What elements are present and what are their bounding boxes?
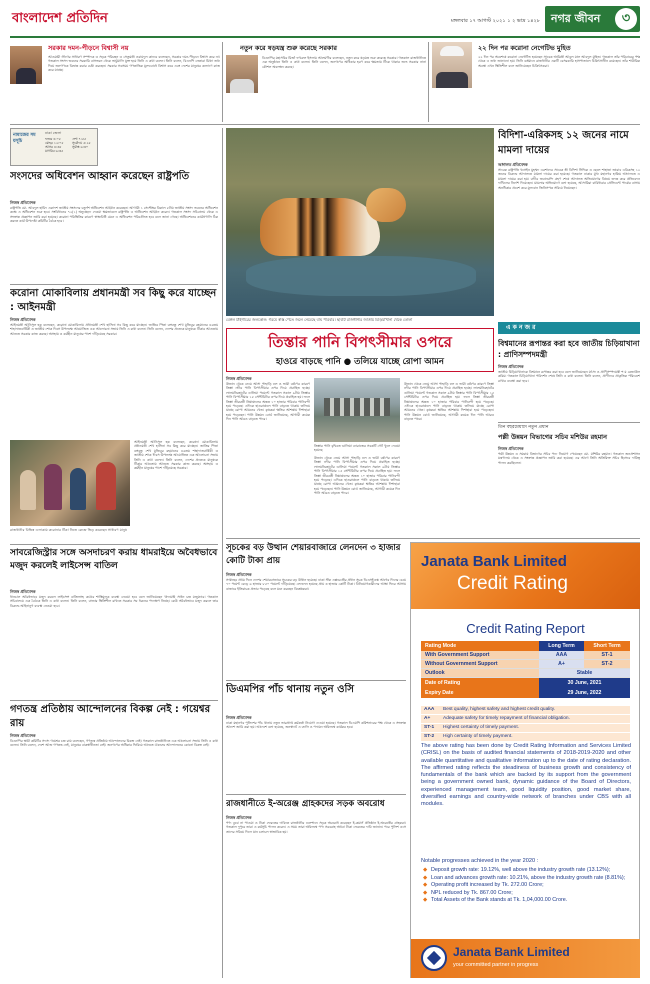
article-bidesh bbox=[498, 128, 640, 318]
bullet-item bbox=[423, 875, 631, 883]
prayer-row: এশা ৭:৫৫ bbox=[72, 137, 86, 141]
table-row bbox=[421, 669, 630, 678]
prayer-row: ফজর ৪:০৫ bbox=[45, 137, 61, 141]
headline: সাবরেজিস্ট্রার সঙ্গে অসদাচরণ করায় ধামরাইয়ে অবৈধভাবে মজুদ করলেই লাইসেন্স বাতিল bbox=[10, 548, 218, 571]
table-header-cell: Short Term bbox=[584, 641, 630, 651]
table-cell: Without Government Support bbox=[421, 660, 539, 668]
article-corona-pm bbox=[10, 287, 218, 437]
body-text: উজান থেকে নেমে আসা পাহাড়ি ঢল ও ভারী বর্ষণের কারণে তিস্তা নদীর পানি বিপৎসীমার ওপর দিয়ে প্রবাহিত হচ্ছে। লালমনিরহাটের ডালিয়া পয়েন্টে গতকাল সকাল ৯টায় তিস্তার পানি বিপৎসীমার ১৫ সেন্টিমিটার ওপর দিয়ে প্রবাহিত হয়। ফলে তিস্তা তীরবর্তী নিম্নাঞ্চলের অন্তত ১০ হাজার পরিবার পানিবন্দী হয়ে পড়েছে। এদিকে হাওরাঞ্চলে পানি বাড়তে থাকায় তলিয়ে যাচ্ছে রোপা আমনের খেত। কৃষকরা ক্ষতির আশঙ্কায় দিশাহারা হয়ে পড়েছেন। পানি উন্নয়ন বোর্ড জানিয়েছে, আগামী কয়েক দিন পানি আরও বাড়তে পারে। bbox=[226, 382, 310, 422]
bullet-text: Total Assets of the Bank stands at Tk. 1,04,000.00 Crore. bbox=[431, 897, 568, 904]
body-text-continued: উজান থেকে নেমে আসা পাহাড়ি ঢল ও ভারী বর্ষণের কারণে তিস্তা নদীর পানি বিপৎসীমার ওপর দিয়ে প্রবাহিত হচ্ছে। লালমনিরহাটের ডালিয়া পয়েন্টে গতকাল সকাল ৯টায় তিস্তার পানি বিপৎসীমার ১৫ সেন্টিমিটার ওপর দিয়ে প্রবাহিত হয়। ফলে তিস্তা তীরবর্তী নিম্নাঞ্চলের অন্তত ১০ হাজার পরিবার পানিবন্দী হয়ে পড়েছে। এদিকে হাওরাঞ্চলে পানি বাড়তে থাকায় তলিয়ে যাচ্ছে রোপা আমনের খেত। কৃষকরা ক্ষতির আশঙ্কায় দিশাহারা হয়ে পড়েছেন। পানি উন্নয়ন বোর্ড জানিয়েছে, আগামী কয়েক দিন পানি আরও বাড়তে পারে। bbox=[314, 456, 400, 496]
body-text: পণ্য বুঝে না পাওয়া ও টাকা ফেরতের দাবিতে রাজধানীর গুলশানে সড়ক অবরোধ করেছেন ই-কমার্স প্রতিষ্ঠান ই-অরেঞ্জের গ্রাহকরা। গতকাল দুপুরে তারা এ কর্মসূচি পালন করেন। এ সময় তারা অবিলম্বে পণ্য সরবরাহ অথবা টাকা ফেরতের দাবি জানান। পরে পুলিশ এসে তাদের সরিয়ে দিলে যান চলাচল স্বাভাবিক হয়। bbox=[226, 821, 406, 834]
photo-caption: রাজধানীর বিভিন্ন এলাকায় করোনার টিকা নিতে কেন্দ্রে ভিড় করেছেন সাধারণ মানুষ bbox=[10, 528, 127, 532]
prayer-row: সূর্যাস্ত ৬:৩০ bbox=[72, 145, 88, 149]
bullet-item bbox=[423, 897, 631, 905]
headline: ডিএমপির পাঁচ থানায় নতুন ওসি bbox=[226, 684, 354, 695]
article-palli bbox=[498, 425, 640, 537]
legend-row bbox=[421, 733, 630, 741]
headline: সংসদের অধিবেশন আহ্বান করেছেন রাষ্ট্রপতি bbox=[10, 171, 190, 182]
date-line: মঙ্গলবার ১৭ আগস্ট ২০২১ ১ ২ ভাদ্র ১৪২৮ bbox=[450, 18, 540, 24]
prayer-box-title: নামাজের সময়সূচি bbox=[13, 133, 36, 144]
article-sharebazar bbox=[226, 542, 406, 678]
byline: নিজস্ব প্রতিবেদক bbox=[10, 317, 36, 322]
table-cell: AAA bbox=[539, 651, 584, 659]
body-text: ঢাকা মহানগর পুলিশের পাঁচ থানায় নতুন ভারপ্রাপ্ত কর্মকর্তা নিয়োগ দেওয়া হয়েছে। গতকাল ডিএমপি কমিশনারের পক্ষ থেকে এ সংক্রান্ত আদেশ জারি করা হয়। আদেশে বলা হয়েছে, জনস্বার্থে এ বদলি ও পদায়ন অবিলম্বে কার্যকর হবে। bbox=[226, 721, 406, 730]
table-row bbox=[421, 678, 630, 688]
body-text: সপ্তাহের প্রথম দিনে দেশের শেয়ারবাজারে সূচকের বড় উত্থান হয়েছে। ঢাকা স্টক এক্সচেঞ্জের প্রধান সূচক ডিএসইএক্স আগের দিনের চেয়ে ৭০ পয়েন্ট বেড়ে ৬ হাজার ৮৫০ পয়েন্টে দাঁড়িয়েছে। লেনদেন হয়েছে প্রায় ৩ হাজার কোটি টাকা। বিনিয়োগকারীদের আস্থা ফিরে আসায় বাজারে ইতিবাচক প্রভাব পড়েছে বলে মনে করছেন বিশ্লেষকরা। bbox=[226, 578, 406, 591]
body-text: ২২ দিন পর অবশেষে করোনা নেগেটিভ হয়েছেন সাবেক অর্থমন্ত্রী আবুল মাল আবদুল মুহিত। গতকাল তাঁর পরিবারের পক্ষ থেকে এ তথ্য জানানো হয়। তিনি বর্তমানে রাজধানীর একটি বেসরকারি হাসপাতালে চিকিৎসাধীন রয়েছেন। তাঁর শারীরিক অবস্থা এখন স্থিতিশীল বলে জানিয়েছেন চিকিৎসকরা। bbox=[478, 55, 640, 68]
table-row bbox=[421, 688, 630, 698]
bullet-item bbox=[423, 890, 631, 898]
janata-bank-ad bbox=[410, 542, 640, 978]
headline: গণতন্ত্র প্রতিষ্ঠায় আন্দোলনের বিকল্প নেই : গয়েশ্বর রায় bbox=[10, 704, 211, 729]
ekanajar-label: এ ক ন জ র bbox=[506, 324, 536, 331]
bullet-icon: ◆ bbox=[423, 897, 428, 904]
ad-banner bbox=[411, 543, 640, 609]
article-gayeshwar bbox=[10, 703, 218, 979]
tiger-photo bbox=[226, 128, 494, 316]
rating-legend bbox=[421, 706, 630, 741]
footer-tagline: your committed partner in progress bbox=[453, 962, 539, 968]
ekanajar-band bbox=[498, 322, 640, 334]
byline: নিজস্ব প্রতিবেদক bbox=[498, 446, 524, 451]
bullet-text: Loan and advances growth rate: 10.21%, above the industry growth rate (8.81%); bbox=[431, 874, 626, 881]
byline: আদালত প্রতিবেদক bbox=[498, 162, 528, 167]
portrait-photo bbox=[10, 46, 42, 84]
body-text: বিএনপির মহাসচিব মির্জা ফখরুল ইসলাম আলমগীর বলেছেন, নতুন করে ষড়যন্ত্র শুরু করেছে সরকার। গতকাল রাজধানীতে এক অনুষ্ঠানে তিনি এ কথা বলেন। তিনি বলেন, জনগণের অধিকার হরণ করে ক্ষমতায় টিকে থাকার জন্য সরকার নানা কৌশল অবলম্বন করছে। bbox=[262, 56, 426, 69]
legend-row bbox=[421, 715, 630, 723]
table-cell: 30 June, 2021 bbox=[539, 678, 630, 688]
table-header-cell: Long Term bbox=[539, 641, 584, 651]
table-cell: Date of Rating bbox=[421, 678, 539, 688]
table-cell: With Government Support bbox=[421, 651, 539, 659]
legend-row bbox=[421, 724, 630, 732]
headline: বিশ্বমানের রূপান্তর করা হবে জাতীয় চিড়িয়াখানা : প্রাণিসম্পদমন্ত্রী bbox=[498, 339, 640, 359]
body-text-continued: আইনমন্ত্রী আনিসুল হক বলেছেন, করোনা মোকাবিলায় প্রধানমন্ত্রী শেখ হাসিনা সব কিছু করে যাচ্ছেন। জাতির পিতা বঙ্গবন্ধু শেখ মুজিবুর রহমানের ৪৬তম শাহাদাতবার্ষিকী ও জাতীয় শোক দিবস উপলক্ষে আয়োজিত এক আলোচনা সভায় তিনি এ কথা বলেন। তিনি বলেন, দেশের প্রত্যেক মানুষকে টিকার আওতায় আনতে সরকার কাজ করছে। অসহায় ও কর্মহীন মানুষের পাশে দাঁড়িয়েছে সরকার। bbox=[134, 440, 218, 471]
headline: সরকার দমন-পীড়নে বিশ্বাসী নয় bbox=[48, 44, 129, 52]
bullet-item bbox=[423, 867, 631, 875]
section-title: নগর জীবন bbox=[551, 12, 601, 25]
legend-code: ST-2 bbox=[424, 734, 435, 739]
newspaper-logo: বাংলাদেশ প্রতিদিন bbox=[12, 11, 108, 26]
legend-code: A+ bbox=[424, 716, 431, 721]
body-text: রাষ্ট্রপতি মো. আবদুল হামিদ একাদশ জাতীয় সংসদের চতুর্দশ অধিবেশন আহ্বান করেছেন। আগামী ১ সেপ্টেম্বর বিকাল ৫টায় জাতীয় সংসদ ভবনের অধিবেশন কক্ষে এ অধিবেশন শুরু হবে। সংবিধানের ৭২(১) অনুচ্ছেদে দেওয়া ক্ষমতাবলে রাষ্ট্রপতি এ অধিবেশন আহ্বান করেন। গতকাল সংসদ সচিবালয় থেকে এ সংক্রান্ত প্রজ্ঞাপন জারি করা হয়েছে। করোনা পরিস্থিতির কারণে স্বাস্থ্যবিধি মেনে এ অধিবেশন পরিচালিত হবে বলে জানা গেছে। অধিবেশনের কার্যপ্রণালি ঠিক করতে কার্য উপদেষ্টা কমিটির বৈঠক হবে। bbox=[10, 206, 218, 224]
headline: তিস্তার পানি বিপৎসীমার ওপরে bbox=[268, 333, 452, 351]
byline: নিজস্ব প্রতিবেদক bbox=[10, 589, 36, 594]
report-title: Credit Rating Report bbox=[466, 621, 585, 636]
table-cell: ST-1 bbox=[584, 651, 630, 659]
byline: নিজস্ব প্রতিবেদক bbox=[10, 733, 36, 738]
body-text: সাবেক রাষ্ট্রপতি হুসেইন মুহম্মদ এরশাদের সাবেক স্ত্রী বিদিশা সিদ্দিক ও ছেলে শাহাতা জারাব এরিকসহ ১২ জনের বিরুদ্ধে আদালতে মামলা দায়ের করা হয়েছে। গতকাল ঢাকার মুখ্য মহানগর হাকিম আদালতে এ মামলা দায়ের করা হয়। বাদীর জবানবন্দি গ্রহণ শেষে আদালত অভিযোগের বিষয়ে তদন্ত করে প্রতিবেদন দাখিলের নির্দেশ দিয়েছেন। মামলার অভিযোগে বলা হয়েছে, আসামিরা বারিধারার প্রেসিডেন্ট পার্কের বাসায় অনধিকার প্রবেশ করে মূল্যবান জিনিসপত্র সরিয়ে নিয়েছেন। bbox=[498, 168, 640, 190]
legend-text: Highest certainty of timely payment. bbox=[443, 725, 519, 730]
headline: করোনা মোকাবিলায় প্রধানমন্ত্রী সব কিছু করে যাচ্ছেন : আইনমন্ত্রী bbox=[10, 288, 217, 313]
body-text: জাতীয় চিড়িয়াখানাকে বিশ্বমানে রূপান্তর করা হবে বলে জানিয়েছেন মৎস্য ও প্রাণিসম্পদমন্ত্রী শ ম রেজাউল করিম। গতকাল চিড়িয়াখানা পরিদর্শন শেষে তিনি এ কথা বলেন। তিনি বলেন, প্রাণীদের প্রাকৃতিক পরিবেশে রাখার ব্যবস্থা করা হবে। bbox=[498, 370, 640, 383]
body-text-continued: উজান থেকে নেমে আসা পাহাড়ি ঢল ও ভারী বর্ষণের কারণে তিস্তা নদীর পানি বিপৎসীমার ওপর দিয়ে প্রবাহিত হচ্ছে। লালমনিরহাটের ডালিয়া পয়েন্টে গতকাল সকাল ৯টায় তিস্তার পানি বিপৎসীমার ১৫ সেন্টিমিটার ওপর দিয়ে প্রবাহিত হয়। ফলে তিস্তা তীরবর্তী নিম্নাঞ্চলের অন্তত ১০ হাজার পরিবার পানিবন্দী হয়ে পড়েছে। এদিকে হাওরাঞ্চলে পানি বাড়তে থাকায় তলিয়ে যাচ্ছে রোপা আমনের খেত। কৃষকরা ক্ষতির আশঙ্কায় দিশাহারা হয়ে পড়েছেন। পানি উন্নয়ন বোর্ড জানিয়েছে, আগামী কয়েক দিন পানি আরও বাড়তে পারে। bbox=[404, 382, 494, 422]
prayer-box-subtitle: ঢাকা জেলা bbox=[45, 131, 62, 135]
table-cell: A+ bbox=[539, 660, 584, 668]
bullet-text: Deposit growth rate: 19.12%, well above the industry growth rate (13.12%); bbox=[431, 867, 611, 873]
rating-table bbox=[421, 641, 630, 698]
byline: নিজস্ব প্রতিবেদক bbox=[10, 200, 36, 205]
bank-name: Janata Bank Limited bbox=[421, 553, 567, 570]
byline: নিজস্ব প্রতিবেদক bbox=[498, 364, 524, 369]
article-bishwa bbox=[498, 338, 640, 420]
prayer-row: মাগরিব ৬:৩৫ bbox=[45, 149, 64, 153]
legend-code: ST-1 bbox=[424, 725, 435, 730]
bullet-item bbox=[423, 882, 631, 890]
table-header-cell: Rating Mode bbox=[421, 641, 539, 651]
bullet-icon: ◆ bbox=[423, 889, 428, 896]
body-text: পল্লী উন্নয়ন ও সমবায় বিভাগের সচিব পদে নিয়োগ পেয়েছেন মো. মশিউর রহমান। গতকাল জনপ্রশাসন মন্ত্রণালয় থেকে এ সংক্রান্ত প্রজ্ঞাপন জারি করা হয়েছে। এর আগে তিনি অতিরিক্ত সচিব হিসেবে দায়িত্ব পালন করছিলেন। bbox=[498, 452, 640, 465]
table-header-row bbox=[421, 641, 630, 651]
table-cell: Stable bbox=[539, 669, 630, 677]
top-right-story bbox=[432, 42, 640, 122]
banner-subtitle: Credit Rating bbox=[457, 573, 568, 594]
bank-logo-icon bbox=[421, 945, 447, 971]
prayer-row: আসর ৪:৩৫ bbox=[45, 145, 62, 149]
progress-bullets bbox=[423, 867, 631, 905]
article-sangsad bbox=[10, 170, 218, 282]
headline: বিদিশা-এরিকসহ ১২ জনের নামে মামলা দায়ের bbox=[498, 130, 629, 156]
ad-paragraph: The above rating has been done by Credit Rating Information and Services Limited (CRISL) on the basis of audited financial statements of 2018-2019-2020 and other available quantitative and qualitative information up to the date of rating declaration. The affirmed rating reflects the steadiness of business growth and consistency of fundamentals of the bank which are backed by its support from the government being a government owned bank, dynamic guidance of the Board of Directors, experienced management team, good liquidity position, good market share, diversified earnings and country-wide network of branches under CBS with all modules. bbox=[421, 743, 631, 808]
overline: তিন বছরমেয়াদে নতুন প্রধান bbox=[498, 425, 549, 430]
corona-crowd-photo bbox=[10, 440, 130, 526]
top-middle-story bbox=[226, 42, 426, 122]
bullet-text: NPL reduced by Tk. 867.00 Crore; bbox=[431, 889, 513, 896]
table-cell: Expiry Date bbox=[421, 688, 539, 698]
headline: পল্লী উন্নয়ন বিভাগের সচিব মশিউর রহমান bbox=[498, 433, 607, 441]
article-license bbox=[10, 547, 218, 697]
prayer-time-box bbox=[10, 128, 98, 166]
headline: নতুন করে ষড়যন্ত্র শুরু করেছে সরকার bbox=[240, 44, 337, 52]
tiger-shape bbox=[260, 198, 380, 256]
prayer-row: সূর্যোদয় ৫:২৫ bbox=[72, 141, 91, 145]
prayer-times-list bbox=[45, 137, 97, 165]
subheadline: হাওরে বাড়ছে পানি ● তলিয়ে যাচ্ছে রোপা আমন bbox=[276, 357, 444, 367]
article-dmp bbox=[226, 683, 406, 791]
table-cell: ST-2 bbox=[584, 660, 630, 668]
byline: নিজস্ব প্রতিবেদক bbox=[226, 376, 252, 381]
photo-caption: তিস্তার পানি বৃদ্ধিতে ডালিয়া ব্যারাজের সবকটি গেট খুলে দেওয়া হয়েছে bbox=[314, 444, 400, 453]
bullet-icon: ◆ bbox=[423, 874, 428, 881]
body-text: আইনমন্ত্রী আনিসুল হক বলেছেন, করোনা মোকাবিলায় প্রধানমন্ত্রী শেখ হাসিনা সব কিছু করে যাচ্ছেন। জাতির পিতা বঙ্গবন্ধু শেখ মুজিবুর রহমানের ৪৬তম শাহাদাতবার্ষিকী ও জাতীয় শোক দিবস উপলক্ষে আয়োজিত এক আলোচনা সভায় তিনি এ কথা বলেন। তিনি বলেন, দেশের প্রত্যেক মানুষকে টিকার আওতায় আনতে সরকার কাজ করছে। অসহায় ও কর্মহীন মানুষের পাশে দাঁড়িয়েছে সরকার। bbox=[10, 323, 218, 336]
headline: রাজধানীতে ই-অরেঞ্জ গ্রাহকদের সড়ক অবরোধ bbox=[226, 799, 385, 809]
bullet-icon: ◆ bbox=[423, 882, 428, 889]
body-text: বিএনপির স্থায়ী কমিটির সদস্য গয়েশ্বর চন্দ্র রায় বলেছেন, গণতন্ত্র প্রতিষ্ঠায় আন্দোলনের বিকল্প নেই। গতকাল রাজধানীতে এক আলোচনা সভায় তিনি এ কথা বলেন। তিনি বলেন, দেশে আজ গণতন্ত্র নেই, মানুষের বাকস্বাধীনতা নেই। জনগণের অধিকার ফিরিয়ে আনতে ঐক্যবদ্ধ আন্দোলনের কোনো বিকল্প নেই। bbox=[10, 739, 218, 748]
table-row bbox=[421, 660, 630, 669]
tiger-photo-caption: বেঙ্গল টাইগারের জলকেলি: গরমে স্বস্তি পেতে জলে নেমেছে বাঘ পরিবার। ছবিটি রাজধানীর জাতীয় চিড়িয়াখানা থেকে তোলা bbox=[226, 318, 413, 322]
section-banner bbox=[545, 6, 640, 32]
table-cell: Outlook bbox=[421, 669, 539, 677]
ad-footer bbox=[411, 939, 640, 978]
footer-bank-name: Janata Bank Limited bbox=[453, 945, 570, 959]
portrait-photo bbox=[432, 42, 472, 88]
byline: নিজস্ব প্রতিবেদক bbox=[226, 815, 252, 820]
body-text: আওয়ামী লীগের সাধারণ সম্পাদক ও সড়ক পরিবহন ও সেতুমন্ত্রী ওবায়দুল কাদের বলেছেন, সরকার দমন-পীড়নে বিশ্বাস করে না। গতকাল সংসদ ভবনের সরকারি বাসভবন থেকে ভার্চুয়ালি যুক্ত হয়ে তিনি এ কথা বলেন। তিনি বলেন, বিএনপি নেতারা মিথ্যা তথ্য দিয়ে জনগণকে বিভ্রান্ত করার চেষ্টা করছেন। সরকার সবসময় গণতান্ত্রিক মূল্যবোধে বিশ্বাস করে এবং দেশের মানুষের কল্যাণে কাজ করে যাচ্ছে। bbox=[48, 55, 220, 73]
teesta-barrage-photo bbox=[314, 378, 400, 442]
legend-row bbox=[421, 706, 630, 714]
byline: নিজস্ব প্রতিবেদক bbox=[226, 572, 252, 577]
page-number: ৩ bbox=[615, 8, 637, 30]
article-ecommerce bbox=[226, 797, 406, 977]
teesta-headline-box bbox=[226, 328, 494, 372]
legend-text: Best quality, highest safety and highest credit quality. bbox=[443, 707, 556, 712]
notable-title: Notable progresses achieved in the year 2020 : bbox=[421, 858, 539, 864]
headline: ২২ দিন পর করোনা নেগেটিভ মুহিত bbox=[478, 44, 571, 52]
top-left-story bbox=[10, 42, 220, 122]
masthead bbox=[0, 0, 650, 38]
article-teesta bbox=[226, 376, 494, 536]
headline: সূচকের বড় উত্থান শেয়ারবাজারে লেনদেন ৩ হাজার কোটি টাকা প্রায় bbox=[226, 543, 401, 566]
body-text: ধানচাল অবৈধভাবে মজুদ করলে লাইসেন্স বাতিলসহ কঠোর শাস্তিমূলক ব্যবস্থা নেওয়া হবে বলে জানিয়েছেন খাদ্যমন্ত্রী সাধন চন্দ্র মজুমদার। গতকাল সচিবালয়ে এক বৈঠকে তিনি এ কথা বলেন। তিনি বলেন, বাজার স্থিতিশীল রাখতে সরকার সব ধরনের পদক্ষেপ নিচ্ছে। কেউ অবৈধভাবে মজুদ করলে তার বিরুদ্ধে আইনানুগ ব্যবস্থা নেওয়া হবে। bbox=[10, 595, 218, 608]
bullet-icon: ◆ bbox=[423, 867, 428, 873]
legend-text: Adequate safety for timely repayment of financial obligation. bbox=[443, 716, 570, 721]
legend-code: AAA bbox=[424, 707, 435, 712]
portrait-photo bbox=[226, 55, 258, 93]
table-row bbox=[421, 651, 630, 660]
legend-text: High certainty of timely payment. bbox=[443, 734, 513, 739]
bullet-text: Operating profit increased by Tk. 272.00 Crore; bbox=[431, 882, 544, 889]
prayer-row: যোহর ১২:০৫ bbox=[45, 141, 64, 145]
byline: নিজস্ব প্রতিবেদক bbox=[226, 715, 252, 720]
table-cell: 29 June, 2022 bbox=[539, 688, 630, 698]
